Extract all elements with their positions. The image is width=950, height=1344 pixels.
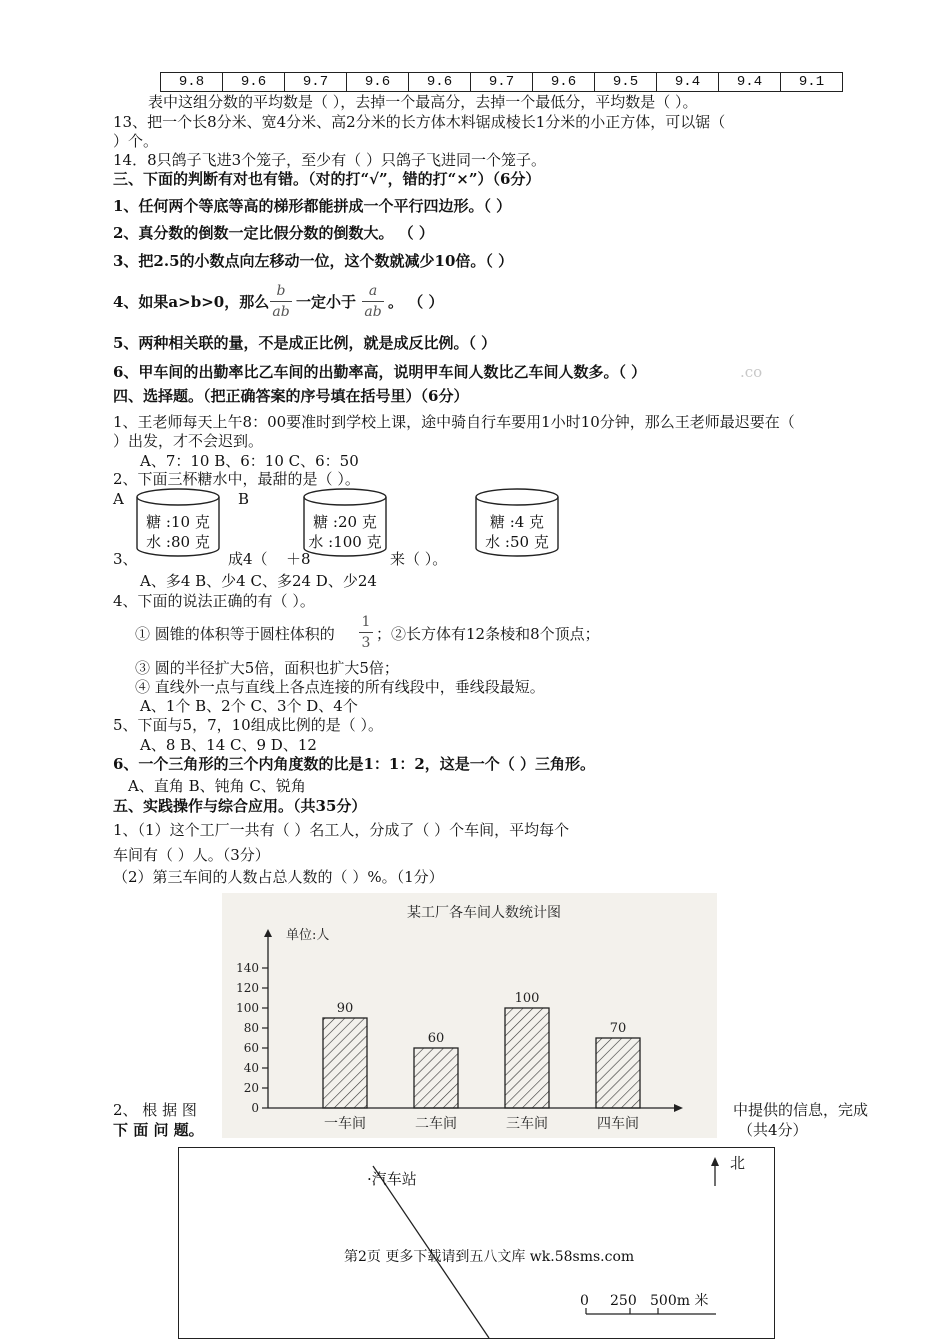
section4-heading: 四、选择题。（把正确答案的序号填在括号里）（6分） [113,387,469,405]
chart-unit-label: 单位:人 [286,928,330,943]
judge-item-6: 6、甲车间的出勤率比乙车间的出勤率高，说明甲车间人数比乙车间人数多。（ ） [113,363,647,381]
scale-label-250: 250 [610,1293,637,1309]
cup-sugar: 糖 :10 克 [146,513,210,531]
north-arrow-head-icon [711,1157,719,1166]
map-figure [178,1147,775,1339]
y-tick-label: 140 [236,961,259,975]
fraction-numerator: 1 [361,614,371,630]
choice-6-options: A、直角 B、钝角 C、锐角 [128,777,306,795]
judge-item-4-mid: 一定小于 [296,293,357,311]
choice-3-fragment-b: 成4（ [228,550,268,568]
score-cell: 9.6 [347,73,409,92]
score-cell: 9.1 [781,73,843,92]
y-tick-label: 20 [243,1081,259,1095]
chart-svg [222,893,717,1138]
choice-4-statement-3: ③ 圆的半径扩大5倍，面积也扩大5倍； [135,659,399,677]
fraction-numerator: b [276,283,286,299]
fraction-numerator: a [368,283,378,299]
y-axis-arrow-icon [264,929,272,937]
choice-6-text: 6、一个三角形的三个内角度数的比是1：1：2，这是一个（ ）三角形。 [113,755,595,773]
fraction-b-over-ab [270,283,292,320]
bar [505,1008,549,1108]
choice-3-options: A、多4 B、少4 C、多24 D、少24 [140,572,377,590]
practice-2-right-line1: 中提供的信息，完成 [733,1101,869,1119]
y-tick-label: 100 [236,1001,259,1015]
q13-text-line2: ）个。 [113,132,159,150]
judge-item-3: 3、把2.5的小数点向左移动一位，这个数就减少10倍。（ ） [113,252,514,270]
cup-sugar: 糖 :4 克 [489,513,545,531]
fraction-denominator: ab [272,304,290,320]
y-tick-label: 0 [251,1101,259,1115]
x-axis-arrow-icon [674,1104,683,1112]
fraction-denominator: ab [364,304,382,320]
judge-item-4-post: 。 （ ） [388,293,444,311]
choice-5-text: 5、下面与5，7，10组成比例的是（ ）。 [113,716,383,734]
fraction-one-third [359,614,373,651]
category-label: 三车间 [506,1116,548,1132]
watermark-fragment: .co [740,363,763,381]
bar [323,1018,367,1108]
cup-water: 水 :80 克 [146,533,210,551]
choice-1-line1: 1、王老师每天上午8：00要准时到学校上课，途中骑自行车要用1小时10分钟，那么王老师最迟要在（ [113,413,795,431]
y-tick-label: 40 [243,1061,259,1075]
judge-item-2: 2、真分数的倒数一定比假分数的倒数大。 （ ） [113,224,434,242]
score-cell: 9.5 [595,73,657,92]
score-cell: 9.6 [409,73,471,92]
bar [596,1038,640,1108]
cup-sugar: 糖 :20 克 [313,513,377,531]
judge-item-5: 5、两种相关联的量，不是成正比例，就是成反比例。（ ） [113,334,497,352]
category-label: 二车间 [415,1116,457,1132]
bar-value-label: 60 [427,1031,445,1046]
cup-water: 水 :50 克 [485,533,549,551]
score-cell: 9.4 [657,73,719,92]
y-tick-label: 80 [243,1021,259,1035]
chart-title: 某工厂各车间人数统计图 [407,905,561,921]
score-cell: 9.7 [471,73,533,92]
choice-2-text: 2、下面三杯糖水中，最甜的是（ ）。 [113,470,360,488]
choice-5-options: A、8 B、14 C、9 D、12 [140,736,317,754]
section3-heading: 三、下面的判断有对也有错。（对的打“√”，错的打“×”）（6分） [113,170,541,188]
practice-2-left-line2: 下 面 问 题。 [113,1121,204,1139]
north-label: 北 [730,1154,746,1172]
y-tick-label: 120 [236,981,259,995]
choice-4-options: A、1个 B、2个 C、3个 D、4个 [140,697,358,715]
scale-label-500: 500m 米 [650,1293,709,1309]
bar-value-label: 90 [336,1001,354,1016]
practice-1-line3: （2）第三车间的人数占总人数的（ ）%。（1分） [113,868,444,886]
practice-1-line2: 车间有（ ）人。（3分） [113,846,270,864]
section5-heading: 五、实践操作与综合应用。（共35分） [113,797,367,815]
choice-4-text: 4、下面的说法正确的有（ ）。 [113,592,315,610]
q13-text-line1: 13、把一个长8分米、宽4分米、高2分米的长方体木料锯成棱长1分米的小正方体，可以锯（ [113,113,726,131]
page-footer: 第2页 更多下载请到五八文库 wk.58sms.com [344,1249,635,1265]
q14-text: 14．8只鸽子飞进3个笼子，至少有（ ）只鸽子飞进同一个笼子。 [113,151,546,169]
category-label: 四车间 [597,1116,639,1132]
score-cell: 9.6 [223,73,285,92]
choice-1-options: A、7：10 B、6：10 C、6：50 [140,452,359,470]
fraction-a-over-ab [362,283,384,320]
scale-label-0: 0 [580,1293,589,1309]
practice-1-line1: 1、（1）这个工厂一共有（ ）名工人，分成了（ ）个车间，平均每个 [113,821,570,839]
fraction-denominator: 3 [361,635,371,651]
cup-water: 水 :100 克 [308,533,382,551]
choice-4-statement-1-post: ；②长方体有12条棱和8个顶点； [376,625,600,643]
sugar-water-cup [302,488,388,560]
cup-label-b: B [238,490,250,508]
y-tick-label: 60 [243,1041,259,1055]
choice-3-fragment-a: 3、 [113,550,138,568]
practice-2-left-line1: 2、 根 据 图 [113,1101,197,1119]
score-cell: 9.6 [533,73,595,92]
cup-label-a: A [113,490,124,508]
score-cell: 9.8 [161,73,223,92]
score-cell: 9.4 [719,73,781,92]
judge-item-1: 1、任何两个等底等高的梯形都能拼成一个平行四边形。（ ） [113,197,512,215]
score-cell: 9.7 [285,73,347,92]
choice-4-statement-1-pre: ① 圆锥的体积等于圆柱体积的 [135,625,335,643]
sugar-water-cup [135,488,221,560]
score-table [160,72,843,92]
bar-chart [222,893,717,1138]
bar [414,1048,458,1108]
sugar-water-cup [474,488,560,560]
bar-value-label: 100 [514,991,540,1006]
choice-3-fragment-c: ＋8 [286,550,311,568]
choice-4-statement-4: ④ 直线外一点与直线上各点连接的所有线段中，垂线段最短。 [135,678,545,696]
choice-3-fragment-d: 来（ ）。 [390,550,448,568]
choice-1-line2: ）出发，才不会迟到。 [113,432,264,450]
score-row [161,73,843,92]
bar-value-label: 70 [609,1021,627,1036]
judge-item-4-pre: 4、如果a>b>0，那么 [113,293,270,311]
category-label: 一车间 [324,1116,366,1132]
q12-text: 表中这组分数的平均数是（ ），去掉一个最高分，去掉一个最低分，平均数是（ ）。 [148,93,698,111]
practice-2-right-line2: （共4分） [738,1121,808,1139]
bus-station-label: ·汽车站 [367,1170,417,1188]
